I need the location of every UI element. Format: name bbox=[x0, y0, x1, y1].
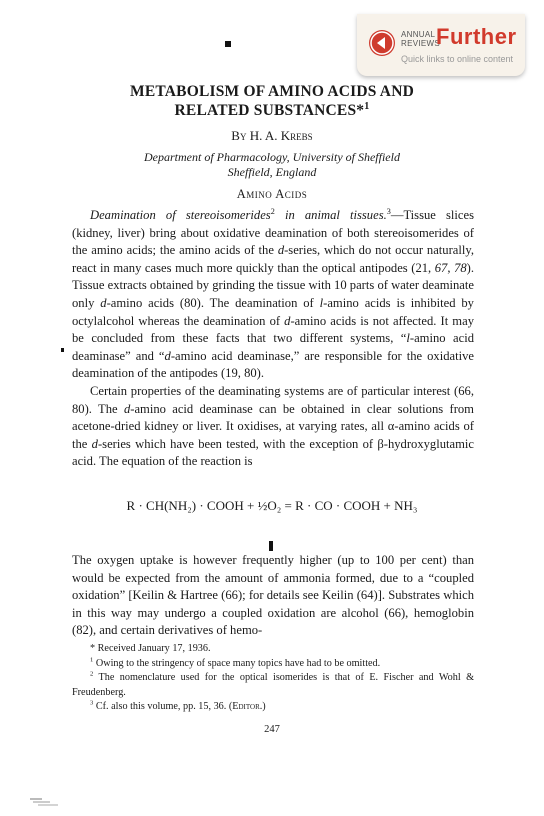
article-title-line-2 bbox=[60, 102, 484, 120]
para1-text: -amino acids is not affected. It may be concluded from these facts that two different systems, “ bbox=[72, 313, 474, 346]
scan-mark bbox=[269, 541, 273, 551]
para1-text: -amino acids (80). The deamination of bbox=[106, 295, 320, 310]
body-text-upper bbox=[72, 207, 474, 471]
title-line-2-text: RELATED SUBSTANCES* bbox=[174, 102, 365, 119]
byline bbox=[60, 128, 484, 144]
footnote-mark: * bbox=[90, 643, 96, 654]
footnote-1 bbox=[72, 657, 474, 672]
footnotes bbox=[72, 642, 474, 715]
scan-mark bbox=[61, 348, 64, 352]
italic-d: d bbox=[91, 436, 98, 451]
para1-heading-rest: in animal tissues. bbox=[274, 208, 387, 222]
para1-heading: Deamination of stereoisomerides bbox=[90, 208, 271, 222]
footnote-mark: 2 bbox=[90, 670, 94, 678]
footnote-2 bbox=[72, 671, 474, 700]
title-footnote-ref: 1 bbox=[364, 100, 370, 112]
para1-text: -amino acid deaminase” and “ bbox=[72, 331, 474, 363]
footnote-text: Cf. also this volume, pp. 15, 36. ( bbox=[93, 701, 233, 712]
reviews-label: REVIEWS bbox=[401, 39, 440, 48]
body-text-lower bbox=[72, 552, 474, 640]
para2-text: Certain properties of the deaminating systems are of particular interest (66, 80). The bbox=[72, 383, 474, 416]
footnote-text: .) bbox=[259, 701, 266, 712]
footnote-text: Owing to the stringency of space many topics have had to be omitted. bbox=[93, 657, 381, 669]
reaction-equation: R · CH(NH₂) · COOH + ½O₂ = R · CO · COOH + NH₃ bbox=[126, 498, 418, 513]
italic-d: d bbox=[284, 313, 291, 328]
italic-d: d bbox=[100, 295, 107, 310]
italic-d: d bbox=[277, 243, 285, 258]
annual-reviews-further-banner[interactable] bbox=[357, 14, 525, 76]
footnote-text: Received January 17, 1936. bbox=[95, 643, 211, 654]
footnote-3 bbox=[72, 700, 474, 715]
italic-l: l bbox=[406, 331, 410, 346]
para1-text: —Tissue slices (kidney, liver) bring about oxidative deamination of both stereoisomerides of the amino acids; the amino acids of the bbox=[72, 208, 474, 258]
para1-text: -amino acids is inhibited by octylalcohol whereas the deamination of bbox=[72, 295, 474, 328]
italic-l: l bbox=[319, 295, 324, 310]
para1-text: ). Tissue extracts obtained by grinding the tissue with 10 parts of water deaminate only bbox=[72, 260, 474, 310]
section-heading: Amino Acids bbox=[236, 187, 308, 201]
para1-text: , bbox=[447, 260, 455, 275]
ref-67: 67 bbox=[434, 260, 448, 275]
article-title-line-1 bbox=[60, 83, 484, 101]
annual-reviews-logo-text bbox=[401, 30, 440, 48]
footnote-editor: Editor bbox=[232, 701, 260, 712]
paragraph-properties bbox=[72, 383, 474, 471]
annual-label: ANNUAL bbox=[401, 30, 436, 39]
scan-mark bbox=[225, 41, 231, 47]
page-number: 247 bbox=[264, 724, 280, 735]
para1-text: -series, which do not occur naturally, react in many cases much more quickly than the optical antipodes (21, bbox=[72, 243, 474, 275]
para1-sup3: 3 bbox=[386, 206, 391, 216]
footnote-received bbox=[72, 642, 474, 657]
italic-d: d bbox=[123, 401, 131, 416]
para1-sup2: 2 bbox=[270, 206, 275, 216]
footnote-mark: 3 bbox=[90, 699, 94, 707]
para2-text: -amino acid deaminase can be obtained in clear solutions from acetone-dried kidney or liver. It oxidises, at varying rates, all α-amino acids of the bbox=[72, 401, 474, 451]
affiliation-line-1: Department of Pharmacology, University of Sheffield bbox=[144, 150, 400, 164]
italic-d: d bbox=[164, 348, 171, 363]
quick-links-label: Quick links to online content bbox=[401, 54, 514, 64]
paragraph-deamination bbox=[72, 207, 474, 383]
paragraph-oxygen-uptake: The oxygen uptake is however frequently higher (up to 100 per cent) than would be expected from the amount of ammonia formed, due to a “coupled oxidation” [Keilin & Hartree (66); for details see Keilin (64)]. Substrates which in this way may undergo a coupled oxidation are alcohol (66), hemoglobin (82), and certain derivatives of hemo- bbox=[72, 553, 474, 638]
affiliation-line-2: Sheffield, England bbox=[227, 165, 317, 179]
title-line-1-text: METABOLISM OF AMINO ACIDS AND bbox=[130, 83, 414, 100]
byline-by: By bbox=[231, 128, 247, 143]
para2-text: -series which have been tested, with the exception of β-hydroxyglutamic acid. The equation of the reaction is bbox=[72, 436, 474, 469]
ref-78: 78 bbox=[454, 260, 467, 275]
para1-text: -amino acid deaminase,” are responsible for the oxidative deamination of the antipodes (19, 80). bbox=[72, 348, 474, 381]
footnote-mark: 1 bbox=[90, 656, 94, 664]
scan-artifact bbox=[28, 796, 68, 808]
footnote-text: The nomenclature used for the optical isomerides is that of E. Fischer and Wohl & Freudenberg. bbox=[72, 672, 474, 698]
further-label: Further bbox=[436, 24, 517, 49]
author-name: H. A. Krebs bbox=[249, 128, 313, 143]
play-left-icon bbox=[369, 30, 395, 56]
